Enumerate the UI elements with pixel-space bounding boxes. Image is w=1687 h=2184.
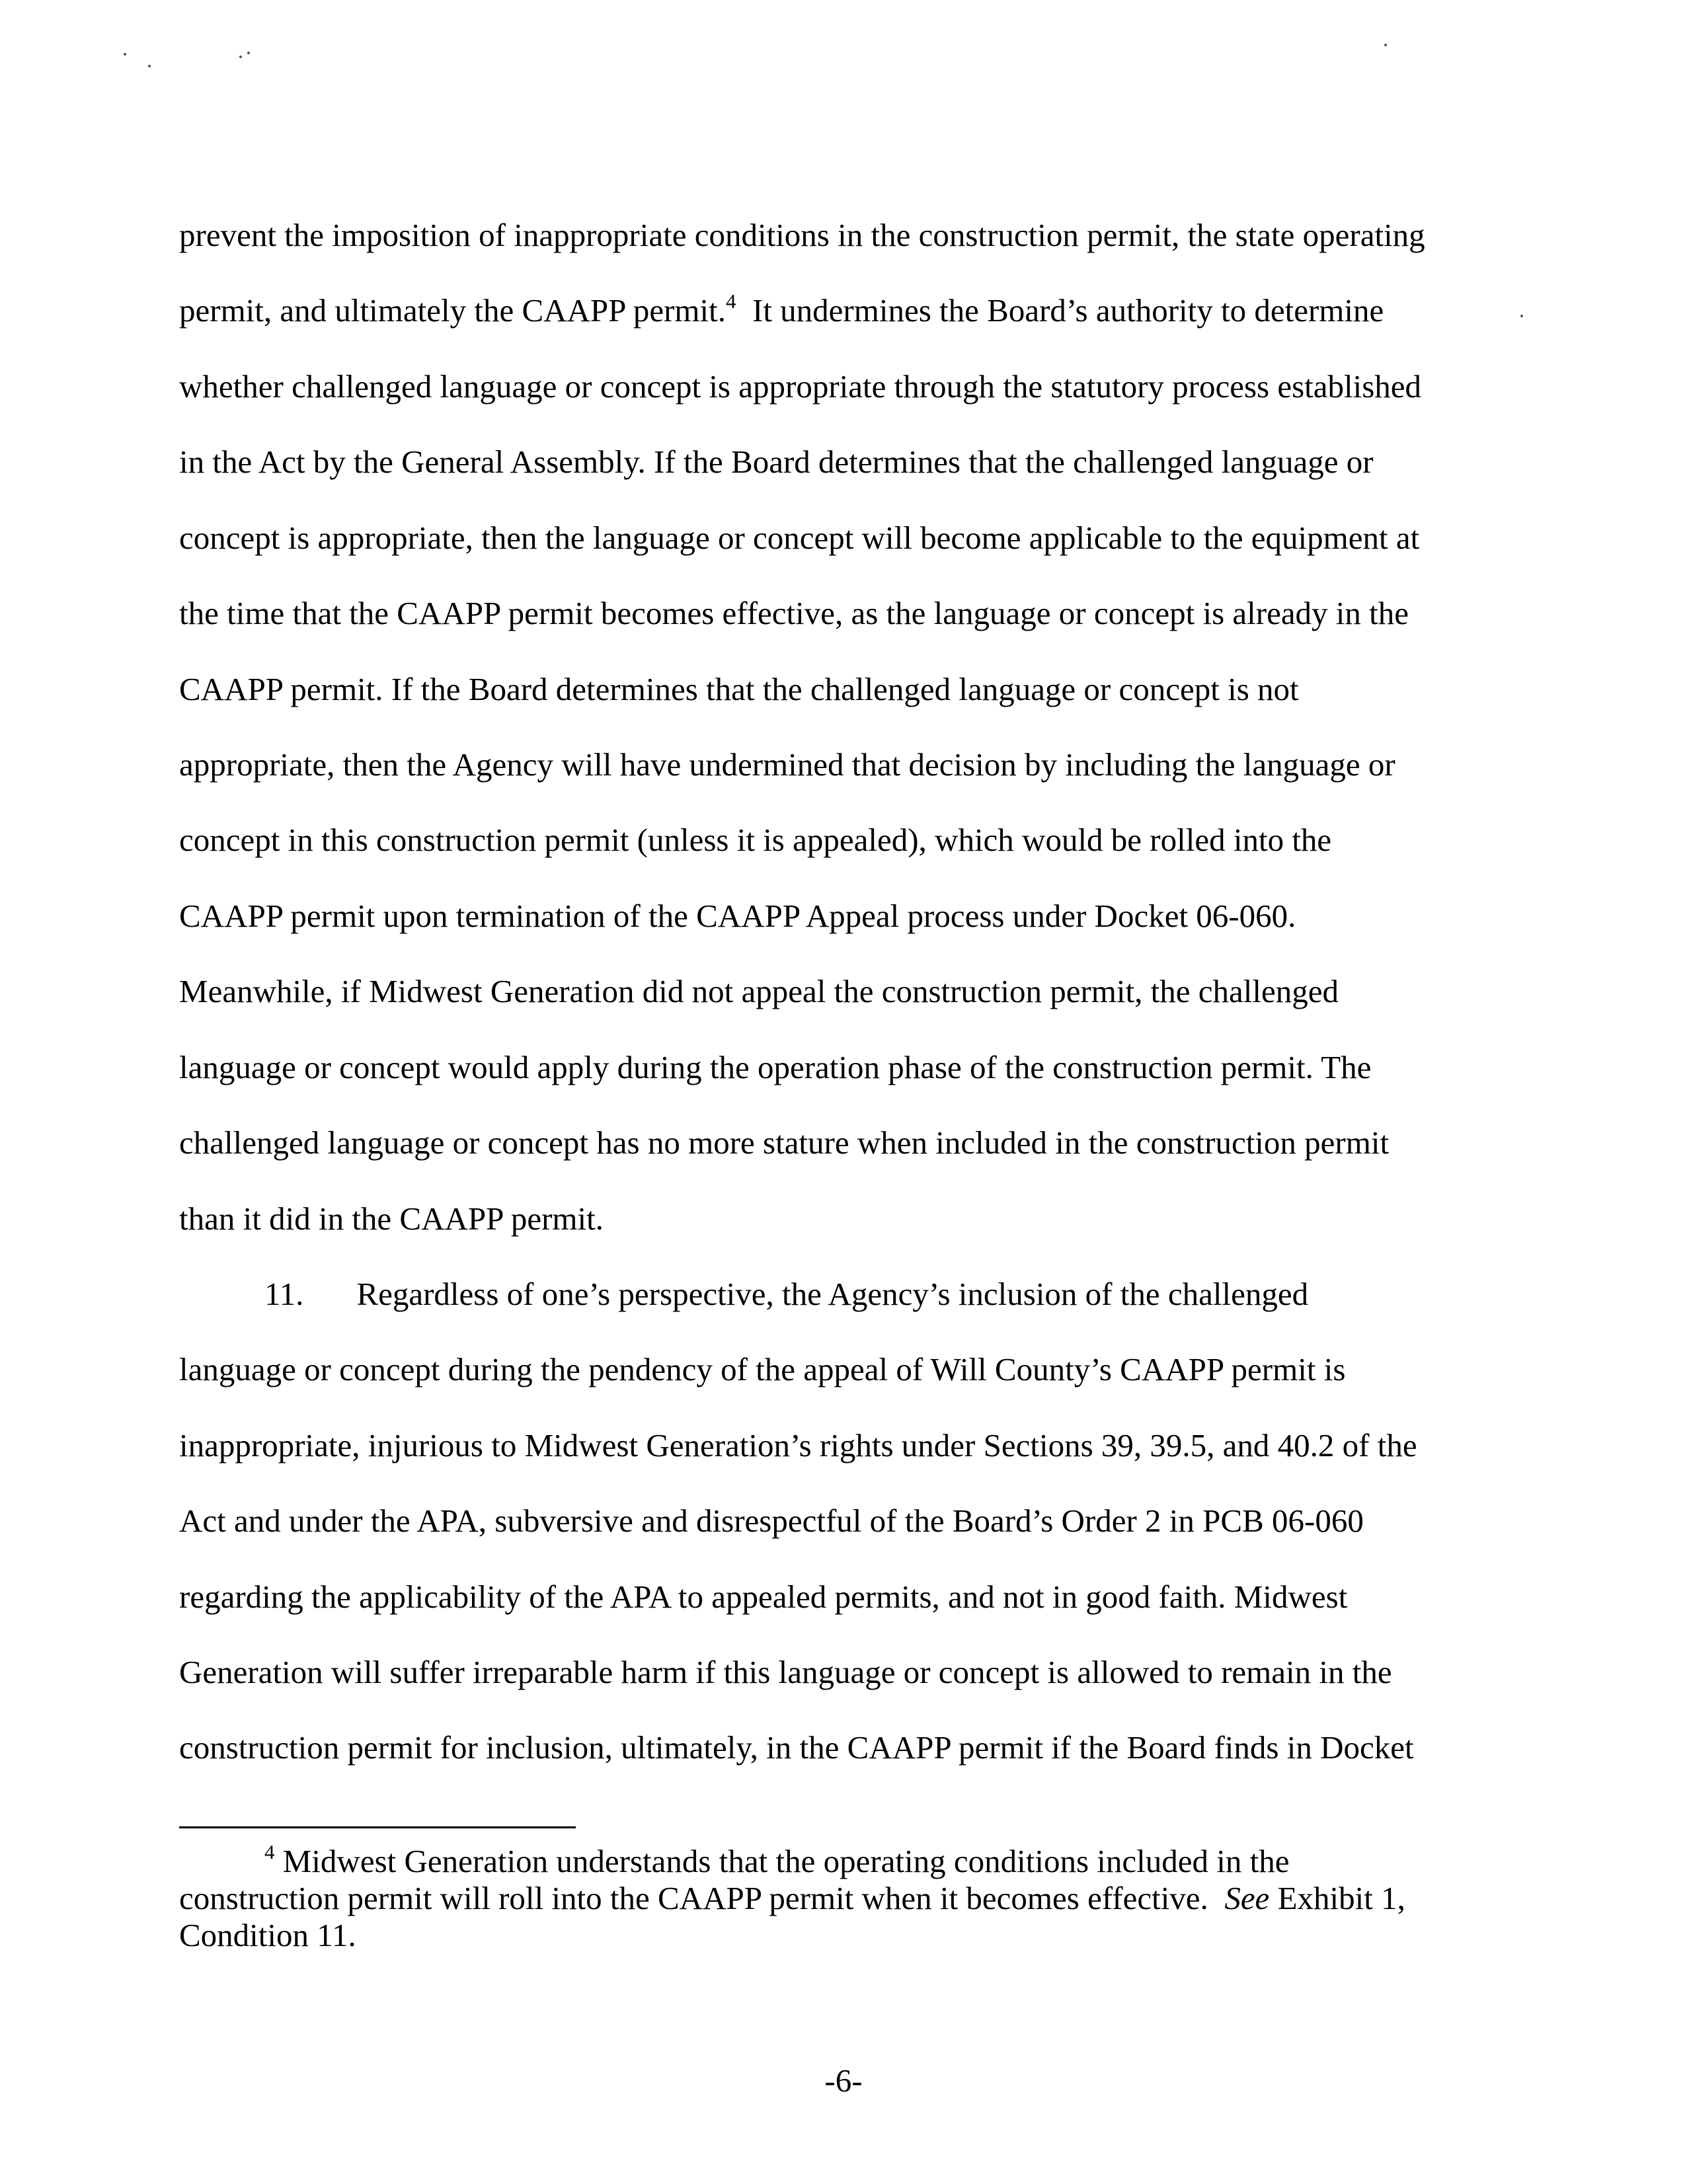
body-line: Act and under the APA, subversive and disrespectful of the Board’s Order 2 in PCB 06-060	[179, 1502, 1364, 1539]
body-line: in the Act by the General Assembly. If the Board determines that the challenged language or	[179, 444, 1374, 480]
paragraph-11-first-line	[264, 1274, 1308, 1314]
footnote-text: construction permit will roll into the CAAPP permit when it becomes effective.	[179, 1880, 1208, 1916]
body-line: prevent the imposition of inappropriate conditions in the construction permit, the state operating	[179, 217, 1425, 253]
body-line: language or concept would apply during the operation phase of the construction permit. The	[179, 1049, 1372, 1085]
body-line: inappropriate, injurious to Midwest Generation’s rights under Sections 39, 39.5, and 40.2 of the	[179, 1427, 1417, 1463]
body-line: concept is appropriate, then the language or concept will become applicable to the equipment at	[179, 520, 1420, 556]
body-line: language or concept during the pendency of the appeal of Will County’s CAAPP permit is	[179, 1351, 1346, 1387]
footnote-reference[interactable]: 4	[726, 290, 736, 313]
paragraph-number: 11.	[264, 1276, 304, 1312]
body-line: Meanwhile, if Midwest Generation did not appeal the construction permit, the challenged	[179, 973, 1339, 1009]
body-line-text: Regardless of one’s perspective, the Agency’s inclusion of the challenged	[356, 1276, 1309, 1312]
body-line: challenged language or concept has no more stature when included in the construction permit	[179, 1124, 1390, 1161]
scan-speck	[124, 53, 126, 56]
scan-speck	[239, 56, 242, 58]
scan-speck	[247, 52, 250, 54]
body-line: than it did in the CAAPP permit.	[179, 1200, 604, 1237]
body-line-text: permit, and ultimately the CAAPP permit.	[179, 292, 726, 329]
footnote-line	[179, 1880, 1405, 1917]
footnote-marker: 4	[264, 1840, 275, 1863]
footnote-separator	[179, 1826, 576, 1828]
page-number: -6-	[824, 2062, 863, 2099]
footnote-text: Midwest Generation understands that the operating conditions included in the	[282, 1843, 1290, 1879]
footnote-line	[264, 1840, 1290, 1884]
body-line: construction permit for inclusion, ultimately, in the CAAPP permit if the Board finds in Docket	[179, 1729, 1414, 1766]
body-line: the time that the CAAPP permit becomes effective, as the language or concept is already in the	[179, 595, 1409, 631]
scan-speck	[148, 65, 151, 67]
body-line-with-footnote-ref	[179, 291, 1384, 334]
body-line: Generation will suffer irreparable harm if this language or concept is allowed to remain in the	[179, 1654, 1392, 1690]
body-line: regarding the applicability of the APA to appealed permits, and not in good faith. Midwest	[179, 1579, 1348, 1615]
body-line: concept in this construction permit (unless it is appealed), which would be rolled into the	[179, 822, 1332, 858]
body-line: whether challenged language or concept is appropriate through the statutory process established	[179, 368, 1422, 405]
body-line: appropriate, then the Agency will have undermined that decision by including the language or	[179, 746, 1395, 783]
body-line-text: It undermines the Board’s authority to determine	[752, 292, 1384, 329]
body-line: CAAPP permit upon termination of the CAAPP Appeal process under Docket 06-060.	[179, 898, 1296, 934]
scan-speck	[1520, 315, 1523, 317]
scan-speck	[1384, 44, 1387, 46]
footnote-exhibit-ref: Exhibit 1,	[1277, 1880, 1405, 1916]
body-line: CAAPP permit. If the Board determines that the challenged language or concept is not	[179, 671, 1299, 707]
footnote-citation-signal: See	[1224, 1880, 1270, 1916]
footnote-line: Condition 11.	[179, 1917, 356, 1953]
